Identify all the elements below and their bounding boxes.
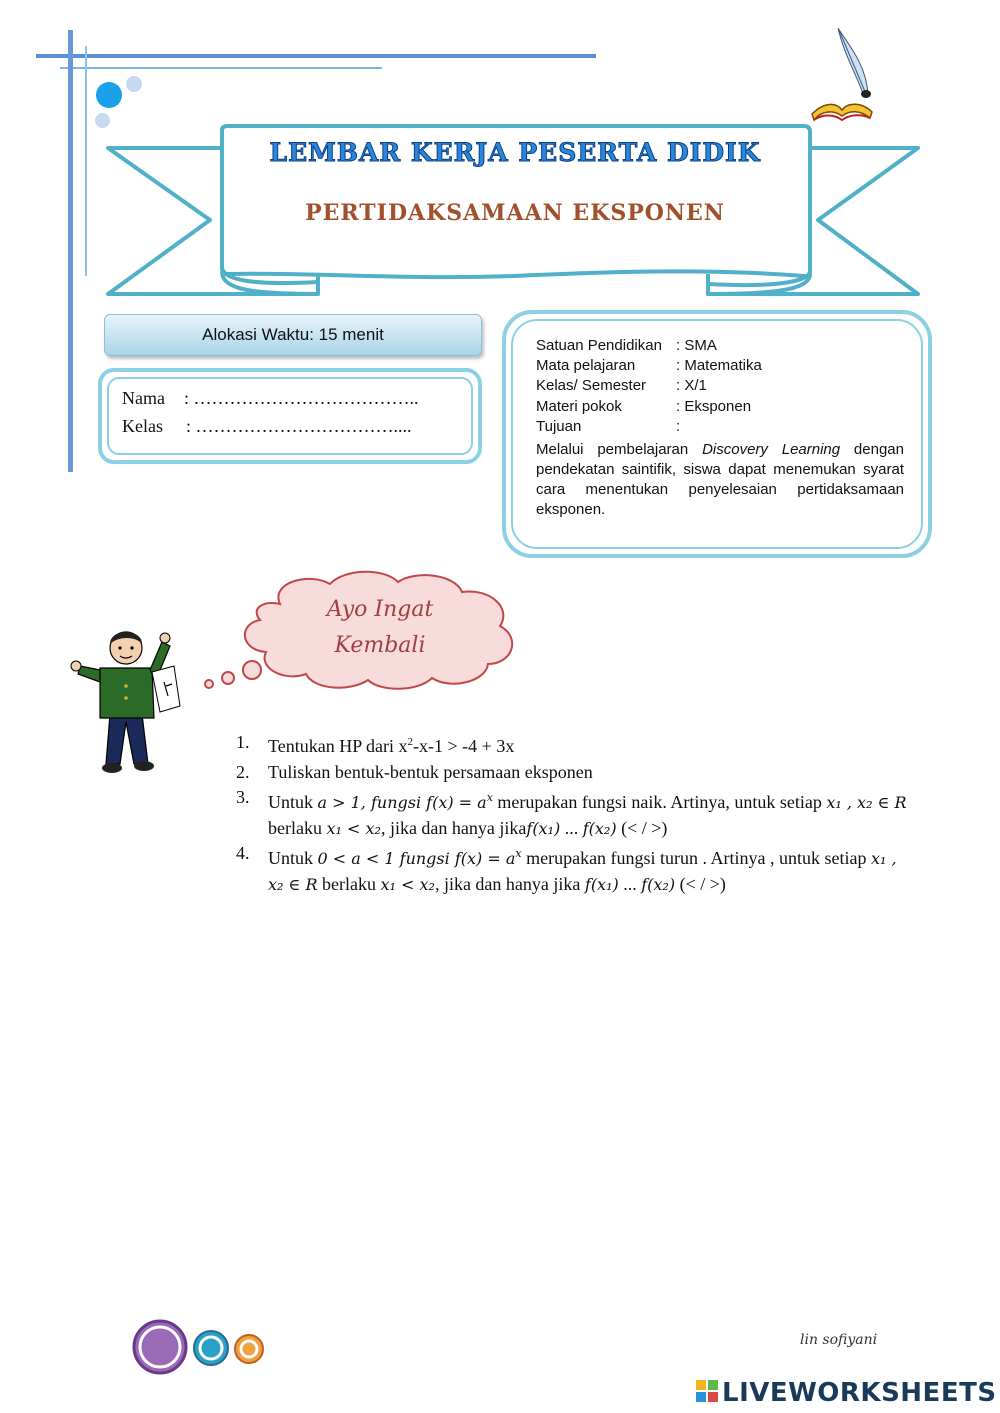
- info-value: : SMA: [676, 337, 717, 354]
- question-text: Untuk: [268, 792, 318, 812]
- info-value: : X/1: [676, 377, 707, 394]
- question-list: [236, 730, 916, 897]
- question-text: , jika dan hanya jika: [380, 817, 527, 838]
- math-expression: f(x₂): [582, 818, 617, 838]
- decor-line-top-thin: [60, 67, 382, 69]
- question-text: Tuliskan bentuk-bentuk persamaan eksponen: [268, 761, 593, 782]
- info-row-satuan: [536, 336, 717, 356]
- quill-book-icon: [808, 24, 878, 124]
- decor-line-left: [68, 30, 73, 472]
- tujuan-text-post: dengan pendekatan saintifik, siswa dapat menemukan syarat cara menentukan penyelesaian pertidaksamaan eksponen.: [536, 441, 904, 518]
- answer-blank[interactable]: ...: [618, 873, 642, 894]
- author-signature: lin sofiyani: [800, 1332, 878, 1348]
- question-item-3: [236, 785, 916, 841]
- question-number: 1.: [236, 732, 250, 752]
- liveworksheets-logo-icon: [696, 1380, 718, 1402]
- tujuan-text-emphasis: Discovery Learning: [702, 441, 841, 458]
- question-number: 2.: [236, 761, 250, 782]
- question-item-1: [236, 730, 916, 760]
- question-text: berlaku: [268, 817, 327, 838]
- question-text: berlaku: [317, 873, 381, 894]
- math-expression: f(x₁): [584, 874, 619, 894]
- info-row-kelas: [536, 376, 707, 396]
- decor-dot-small: [126, 76, 142, 92]
- math-expression: 0 < a < 1 fungsi f(x) = a: [317, 849, 516, 868]
- cloud-line-2: Kembali: [334, 633, 426, 658]
- decor-line-left-thin: [85, 46, 87, 276]
- info-key: Mata pelajaran: [536, 357, 636, 374]
- math-expression: f(x₂): [641, 874, 676, 894]
- liveworksheets-brand[interactable]: [696, 1378, 997, 1408]
- info-value: :: [676, 418, 681, 435]
- question-superscript: 2: [407, 736, 414, 748]
- question-text: Tentukan HP dari x: [268, 736, 408, 756]
- info-value: : Matematika: [676, 357, 762, 374]
- info-key: Tujuan: [536, 418, 582, 435]
- worksheet-title: LEMBAR KERJA PESERTA DIDIK: [269, 138, 761, 167]
- cloud-line-1: Ayo Ingat: [326, 597, 434, 622]
- math-expression: a > 1, fungsi f(x) = a: [317, 793, 487, 812]
- question-text: (< / >): [675, 873, 726, 894]
- info-key: Materi pokok: [536, 398, 622, 415]
- kelas-row: [122, 416, 412, 437]
- question-text: Untuk: [268, 848, 318, 868]
- nama-row: [122, 388, 419, 409]
- kelas-field[interactable]: : ……………………………....: [185, 416, 412, 436]
- question-number: 3.: [236, 787, 250, 807]
- info-key: Satuan Pendidikan: [536, 337, 662, 354]
- student-cartoon-illustration: [70, 626, 182, 776]
- math-expression: x₁ < x₂: [380, 874, 435, 894]
- math-expression: x₁ , x₂ ∈ R: [826, 793, 907, 812]
- worksheet-subtitle: PERTIDAKSAMAAN EKSPONEN: [305, 200, 725, 226]
- decor-dot-large: [96, 82, 122, 108]
- footer-circles-decoration: [130, 1318, 270, 1378]
- question-number: 4.: [236, 843, 250, 863]
- student-identity-box: [98, 368, 482, 464]
- info-value: : Eksponen: [676, 398, 752, 415]
- math-superscript: x: [486, 791, 493, 804]
- math-superscript: x: [515, 847, 522, 860]
- math-expression: f(x₁): [526, 818, 561, 838]
- question-text: merupakan fungsi turun . Artinya , untuk setiap: [521, 848, 872, 868]
- nama-field[interactable]: : ………………………………..: [183, 388, 419, 408]
- decor-line-top: [36, 54, 596, 58]
- liveworksheets-brand-text: LIVEWORKSHEETS: [722, 1378, 997, 1408]
- question-text-end: -x-1 > -4 + 3x: [413, 736, 515, 756]
- info-key: Kelas/ Semester: [536, 377, 647, 394]
- nama-label: Nama: [122, 388, 165, 408]
- info-row-mapel: [536, 356, 762, 376]
- question-item-4: [236, 841, 916, 897]
- cloud-heading: [270, 592, 490, 664]
- kelas-label: Kelas: [122, 416, 163, 436]
- answer-blank[interactable]: ...: [560, 817, 583, 838]
- question-text: (< / >): [616, 817, 668, 838]
- question-text: merupakan fungsi naik. Artinya, untuk setiap: [492, 792, 827, 812]
- course-info-box: [502, 310, 932, 558]
- info-row-tujuan: [536, 417, 680, 437]
- tujuan-text: [536, 440, 904, 520]
- math-expression: x₁ < x₂: [326, 818, 381, 838]
- time-allocation-label: Alokasi Waktu: 15 menit: [104, 314, 482, 356]
- question-text: , jika dan hanya jika: [434, 873, 585, 894]
- question-item-2: [236, 760, 916, 786]
- info-row-materi: [536, 397, 751, 417]
- tujuan-text-pre: Melalui pembelajaran: [536, 441, 703, 458]
- math-expression: x₁ , x₂ ∈ R: [268, 849, 897, 894]
